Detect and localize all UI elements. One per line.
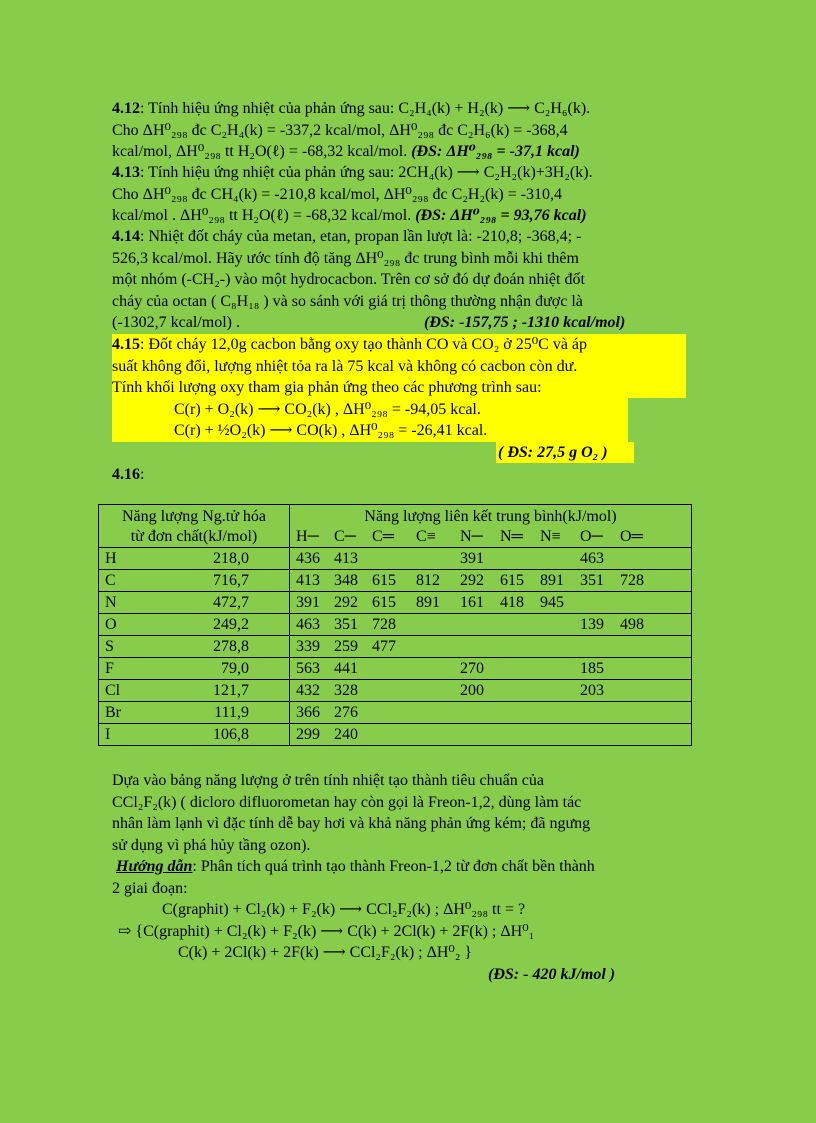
table-row [99,702,692,724]
atomization-energy: 106,8 [213,725,249,743]
element-cell [99,636,290,658]
problem-text: Cho ΔH⁰₂₉₈ đc C₂H₄(k) = -337,2 kcal/mol, ΔH⁰₂₉₈ đc C₂H₆(k) = -368,4 [112,121,568,139]
bond-type-label: N─ [460,528,483,545]
atomization-energy: 111,9 [214,703,249,721]
bond-energy-value: 259 [334,637,358,655]
atomization-energy: 121,7 [213,681,249,699]
problem-text: suất không đổi, lượng nhiệt tỏa ra là 75 kcal và không có cacbon còn dư. [112,357,578,375]
bond-energy-value: 292 [334,593,358,611]
element-cell [99,702,290,724]
table-header-right [290,505,692,548]
bond-energy-value: 891 [540,571,564,589]
element-symbol: H [105,549,117,567]
element-symbol: C [105,571,116,589]
bond-energy-value: 418 [500,593,524,611]
element-cell [99,570,290,592]
table-row [99,724,692,746]
element-cell [99,614,290,636]
problem-text: : Đốt cháy 12,0g cacbon bằng oxy tạo thành CO và CO₂ ở 25⁰C và áp [140,336,588,353]
guide-text: : Phân tích quá trình tạo thành Freon-1,2 từ đơn chất bền thành [192,858,595,875]
table-row [99,658,692,680]
problem-label: 4.13 [112,164,140,181]
header-text: từ đơn chất(kJ/mol) [130,528,258,545]
element-cell [99,680,290,702]
bond-energy-value: 477 [372,637,396,655]
problem-text: Tính khối lượng oxy tham gia phản ứng theo các phương trình sau: [112,379,542,396]
bond-energy-value: 563 [296,659,320,677]
problem-answer: (ĐS: - 420 kJ/mol ) [488,965,616,983]
bond-energy-value: 348 [334,571,358,589]
problem-label: 4.16 [112,466,140,483]
bond-energy-value: 615 [500,571,524,589]
text-line: sử dụng vì phá hủy tầng ozon). [112,836,311,854]
element-symbol: Br [105,703,121,721]
bond-energy-value: 891 [416,593,440,611]
bond-energy-value: 299 [296,725,320,743]
bond-values-cell [290,636,692,658]
problem-label: 4.12 [112,100,140,117]
bond-type-label: C≡ [416,528,436,545]
bond-energy-value: 945 [540,593,564,611]
arrow-icon: ⇨ [118,922,132,940]
bond-energy-value: 463 [580,549,604,567]
header-text: Năng lượng Ng.tử hóa [121,508,266,525]
problem-answer: (ĐS: ΔH⁰₂₉₈ = 93,76 kcal) [415,207,587,224]
atomization-energy: 79,0 [221,659,249,677]
bond-energy-value: 139 [580,615,604,633]
bond-energy-value: 185 [580,659,604,677]
bond-energy-value: 161 [460,593,484,611]
guide-text: 2 giai đoạn: [112,879,188,897]
problem-text: kcal/mol, ΔH⁰₂₉₈ tt H₂O(ℓ) = -68,32 kcal/mol. [112,143,408,160]
element-cell [99,724,290,746]
element-cell [99,658,290,680]
problem-4-14 [112,226,692,334]
bond-energy-value: 728 [620,571,644,589]
bond-energy-value: 339 [296,637,320,655]
equation: C(r) + O₂(k) ⟶ CO₂(k) , ΔH⁰₂₉₈ = -94,05 kcal. [174,400,481,418]
problem-text: kcal/mol . ΔH⁰₂₉₈ tt H₂O(ℓ) = -68,32 kcal/mol. [112,207,412,224]
problem-text: : Tính hiệu ứng nhiệt của phản ứng sau: 2CH₄(k) ⟶ C₂H₂(k)+3H₂(k). [140,164,593,181]
bond-type-label: N≡ [540,528,561,545]
element-symbol: O [105,615,117,633]
bond-type-label: C═ [372,528,395,545]
text-line: CCl₂F₂(k) ( dicloro difluorometan hay còn gọi là Freon-1,2, dùng làm tác [112,793,582,811]
equation: C(r) + ½O₂(k) ⟶ CO(k) , ΔH⁰₂₉₈ = -26,41 kcal. [174,422,488,439]
bond-energy-value: 351 [580,571,604,589]
element-symbol: N [105,593,117,611]
equation: {C(graphit) + Cl₂(k) + F₂(k) ⟶ C(k) + 2Cl(k) + 2F(k) ; ΔH⁰₁ [135,922,535,940]
bond-energy-value: 463 [296,615,320,633]
problem-4-12 [112,98,692,163]
bond-energy-value: 351 [334,615,358,633]
problem-text: một nhóm (-CH₂-) vào một hydrocacbon. Trên cơ sở đó dự đoán nhiệt đốt [112,271,585,288]
bond-energy-value: 728 [372,615,396,633]
equation: C(k) + 2Cl(k) + 2F(k) ⟶ CCl₂F₂(k) ; ΔH⁰₂ } [178,944,473,961]
text-line: nhân làm lạnh vì đặc tính dễ bay hơi và khả năng phản ứng kém; đã ngưng [112,815,591,832]
table-row [99,548,692,570]
table-row [99,570,692,592]
atomization-energy: 278,8 [213,637,249,655]
guide-label: Hướng dẫn [116,858,193,875]
table-header-row [99,505,692,548]
problem-4-15 [112,334,692,463]
bond-values-cell [290,658,692,680]
question-text [112,770,692,856]
bond-energy-table [98,504,692,746]
bond-energy-value: 276 [334,703,358,721]
bond-energy-value: 436 [296,549,320,567]
problem-text: : Tính hiệu ứng nhiệt của phản ứng sau: C₂H₄(k) + H₂(k) ⟶ C₂H₆(k). [140,100,591,117]
table-row [99,592,692,614]
table-row [99,636,692,658]
bond-energy-value: 498 [620,615,644,633]
bond-values-cell [290,592,692,614]
atomization-energy: 218,0 [213,549,249,567]
problem-text: Cho ΔH⁰₂₉₈ đc CH₄(k) = -210,8 kcal/mol, ΔH⁰₂₉₈ đc C₂H₂(k) = -310,4 [112,185,563,203]
bond-values-cell [290,680,692,702]
bond-values-cell [290,702,692,724]
problem-text: : Nhiệt đốt cháy của metan, etan, propan lần lượt là: -210,8; -368,4; - [140,228,582,245]
problem-answer: ( ĐS: 27,5 g O₂ ) [498,443,608,461]
element-symbol: F [105,659,114,677]
guide-section [112,856,692,985]
problem-4-16 [112,464,692,486]
bond-type-row [296,527,685,547]
bond-energy-value: 203 [580,681,604,699]
element-symbol: S [105,637,114,655]
bond-energy-value: 270 [460,659,484,677]
bond-energy-value: 441 [334,659,358,677]
bond-type-label: N═ [500,528,523,545]
problem-text: : [140,466,145,483]
bond-type-label: H─ [296,528,319,545]
element-cell [99,548,290,570]
problem-label: 4.15 [112,336,140,353]
bond-values-cell [290,548,692,570]
bond-energy-value: 391 [296,593,320,611]
bond-type-label: O═ [620,528,643,545]
table-row [99,614,692,636]
problem-text: 526,3 kcal/mol. Hãy ước tính độ tăng ΔH⁰₂₉₈ đc trung bình mỗi khi thêm [112,249,579,267]
equation: C(graphit) + Cl₂(k) + F₂(k) ⟶ CCl₂F₂(k) ; ΔH⁰₂₉₈ tt = ? [162,901,526,918]
bond-energy-value: 615 [372,571,396,589]
table-header-left [99,505,290,548]
problem-4-13 [112,162,692,227]
element-cell [99,592,290,614]
problem-label: 4.14 [112,228,140,245]
table-row [99,680,692,702]
element-symbol: I [105,725,111,743]
text-line: Dựa vào bảng năng lượng ở trên tính nhiệt tạo thành tiêu chuẩn của [112,772,544,789]
bond-energy-value: 391 [460,549,484,567]
bond-energy-value: 366 [296,703,320,721]
atomization-energy: 472,7 [213,593,249,611]
bond-energy-value: 200 [460,681,484,699]
bond-type-label: C─ [334,528,357,545]
problem-text: (-1302,7 kcal/mol) . [112,314,240,331]
bond-type-label: O─ [580,528,603,545]
bond-values-cell [290,614,692,636]
atomization-energy: 716,7 [213,571,249,589]
bond-energy-value: 413 [296,571,320,589]
bond-energy-value: 812 [416,571,440,589]
problem-answer: (ĐS: ΔH⁰₂₉₈ = -37,1 kcal) [411,143,580,160]
bond-values-cell [290,570,692,592]
bond-energy-value: 292 [460,571,484,589]
bond-values-cell [290,724,692,746]
bond-energy-value: 328 [334,681,358,699]
bond-energy-value: 615 [372,593,396,611]
header-text: Năng lượng liên kết trung bình(kJ/mol) [364,508,617,525]
bond-energy-value: 413 [334,549,358,567]
atomization-energy: 249,2 [213,615,249,633]
element-symbol: Cl [105,681,121,699]
bond-energy-value: 432 [296,681,320,699]
bond-energy-value: 240 [334,725,358,743]
problem-text: cháy của octan ( C₈H₁₈ ) và so sánh với giá trị thông thường nhận được là [112,292,583,310]
problem-answer: (ĐS: -157,75 ; -1310 kcal/mol) [424,314,626,331]
